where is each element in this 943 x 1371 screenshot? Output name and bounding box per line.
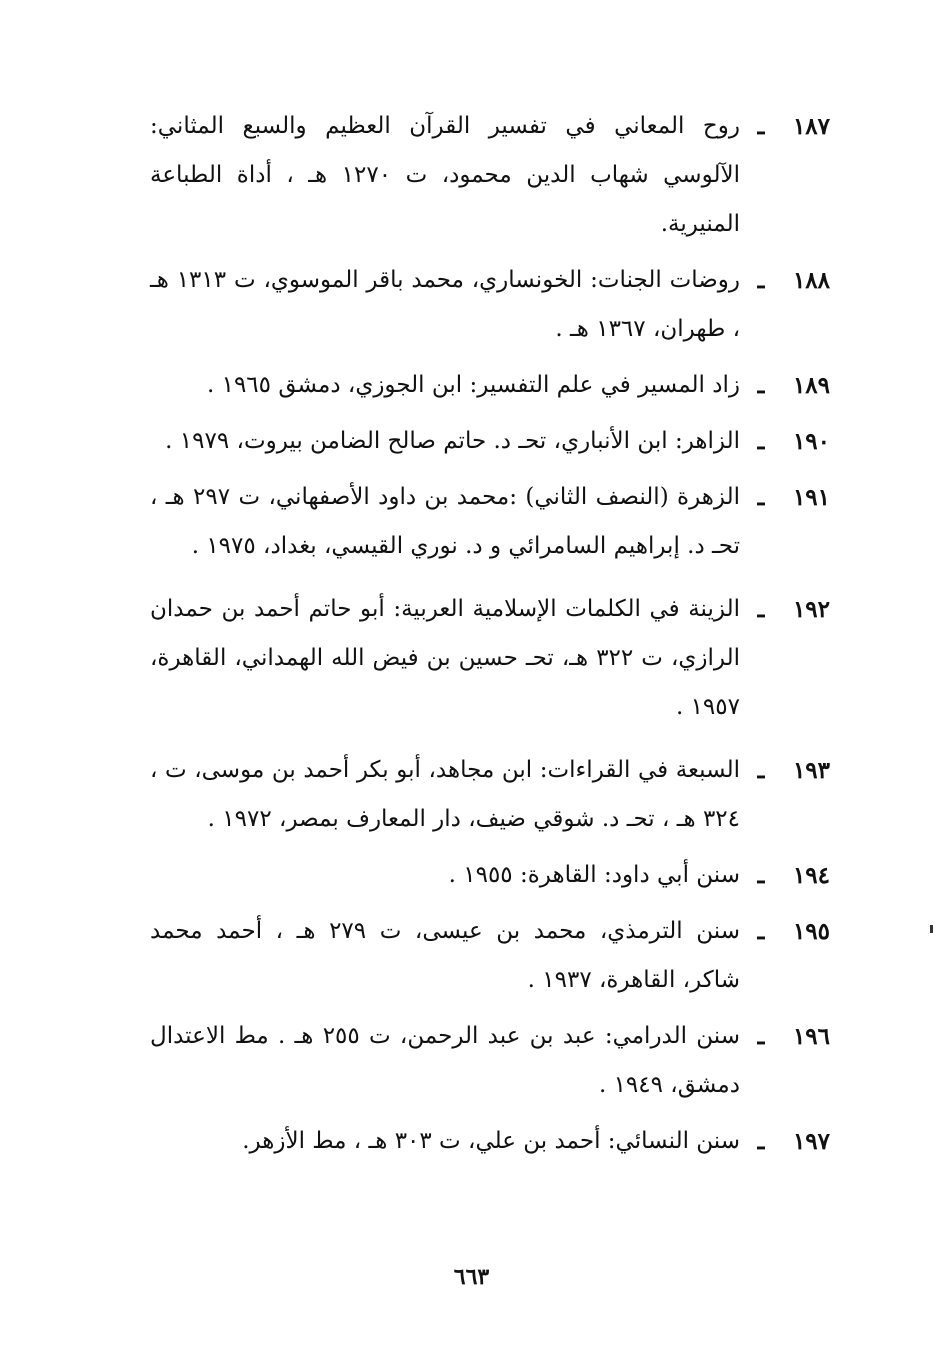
entry-dash: ـ [757, 757, 765, 784]
entry-number: ١٩٢ [792, 596, 830, 623]
entry-dash: ـ [757, 1023, 765, 1050]
bibliography-entry-187 [150, 102, 830, 249]
entry-text: سنن الدرامي: عبد بن عبد الرحمن، ت ٢٥٥ هـ . مط الاعتدال دمشق، ١٩٤٩ . [150, 1023, 740, 1098]
entry-dash: ـ [757, 1128, 765, 1155]
entry-dash: ـ [757, 596, 765, 623]
entry-text: روضات الجنات: الخونساري، محمد باقر الموسوي، ت ١٣١٣ هـ ، طهران، ١٣٦٧ هـ . [150, 267, 740, 342]
entry-dash: ـ [757, 428, 765, 455]
bibliography-entry-189 [150, 361, 830, 410]
bibliography-entry-195 [150, 907, 830, 1005]
entry-text: روح المعاني في تفسير القرآن العظيم والسبع المثاني: الآلوسي شهاب الدين محمود، ت ١٢٧٠ هـ ، أداة الطباعة المنيرية. [150, 113, 740, 237]
entry-text: الزهرة (النصف الثاني) :محمد بن داود الأصفهاني، ت ٢٩٧ هـ ، تحـ د. إبراهيم السامرائي و د. نوري القيسي، بغداد، ١٩٧٥ . [150, 484, 740, 559]
entry-number: ١٨٧ [792, 113, 830, 140]
entry-number: ١٨٨ [792, 267, 830, 294]
bibliography-entry-190 [150, 417, 830, 466]
bibliography-entry-191 [150, 473, 830, 571]
entry-dash: ـ [757, 267, 765, 294]
entry-dash: ـ [757, 862, 765, 889]
bibliography-entry-197 [150, 1117, 830, 1166]
entry-number: ١٩٤ [792, 862, 830, 889]
entry-text: سنن أبي داود: القاهرة: ١٩٥٥ . [448, 862, 740, 888]
scan-mark [930, 925, 933, 933]
entry-text: الزاهر: ابن الأنباري، تحـ د. حاتم صالح الضامن بيروت، ١٩٧٩ . [165, 428, 740, 454]
entry-text: الزينة في الكلمات الإسلامية العربية: أبو حاتم أحمد بن حمدان الرازي، ت ٣٢٢ هـ، تحـ حسين بن فيض الله الهمداني، القاهرة، ١٩٥٧ . [150, 596, 740, 720]
bibliography-entry-194 [150, 851, 830, 900]
entry-number: ١٩٦ [792, 1023, 830, 1050]
entry-dash: ـ [757, 918, 765, 945]
bibliography-entry-193 [150, 746, 830, 844]
entry-number: ١٩٧ [792, 1128, 830, 1155]
entry-dash: ـ [757, 113, 765, 140]
entry-text: السبعة في القراءات: ابن مجاهد، أبو بكر أحمد بن موسى، ت ، ٣٢٤ هـ ، تحـ د. شوقي ضيف، دار المعارف بمصر، ١٩٧٢ . [150, 757, 740, 832]
entry-dash: ـ [757, 372, 765, 399]
entry-number: ١٩٣ [792, 757, 830, 784]
entry-text: سنن الترمذي، محمد بن عيسى، ت ٢٧٩ هـ ، أحمد محمد شاكر، القاهرة، ١٩٣٧ . [150, 918, 740, 993]
entry-dash: ـ [757, 484, 765, 511]
entry-number: ١٨٩ [792, 372, 830, 399]
entry-number: ١٩٥ [792, 918, 830, 945]
bibliography-entry-196 [150, 1012, 830, 1110]
entry-number: ١٩٠ [792, 428, 830, 455]
page-number: ٦٦٣ [453, 1264, 490, 1290]
entry-number: ١٩١ [792, 484, 830, 511]
bibliography-entry-188 [150, 256, 830, 354]
bibliography-list [150, 102, 830, 1173]
entry-text: زاد المسير في علم التفسير: ابن الجوزي، دمشق ١٩٦٥ . [206, 372, 740, 398]
bibliography-entry-192 [150, 585, 830, 732]
entry-text: سنن النسائي: أحمد بن علي، ت ٣٠٣ هـ ، مط الأزهر. [242, 1128, 740, 1154]
